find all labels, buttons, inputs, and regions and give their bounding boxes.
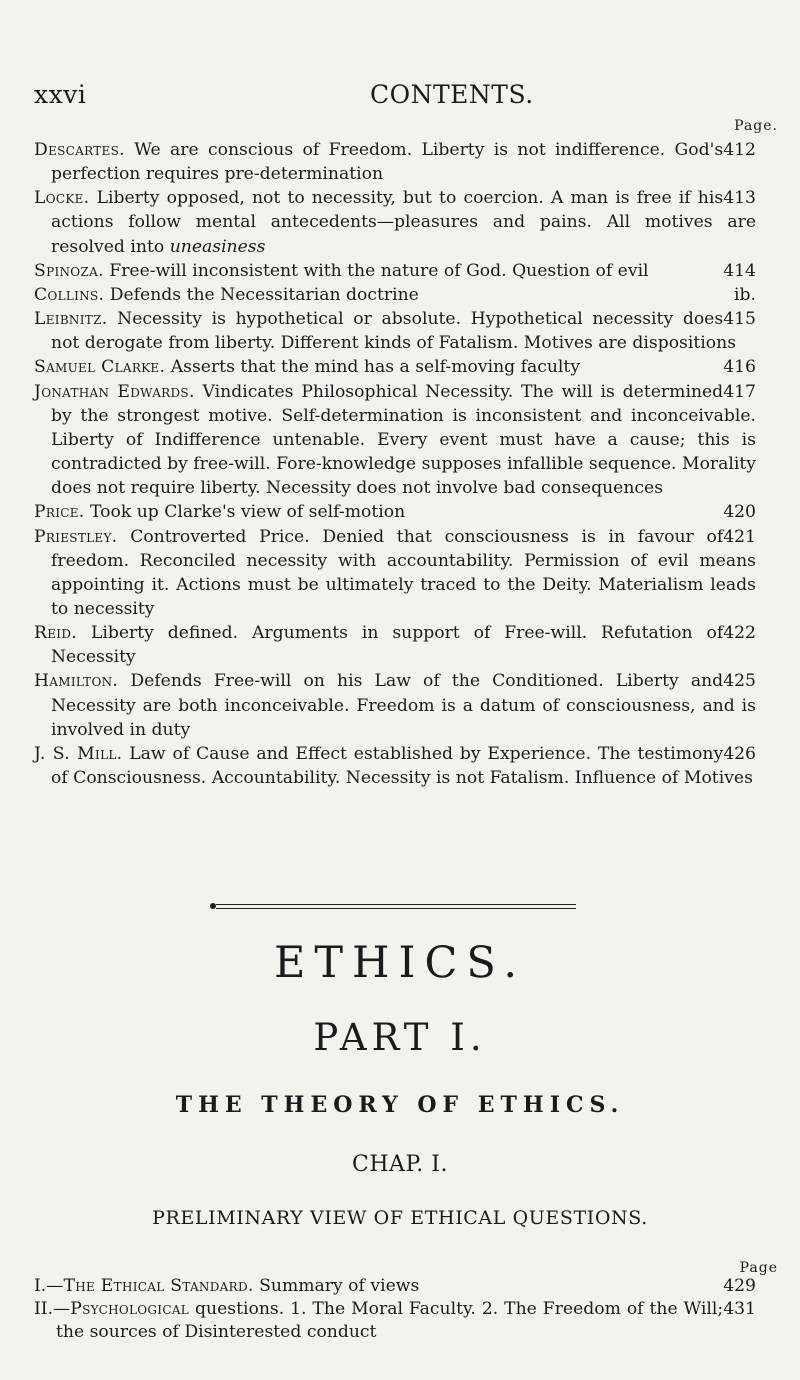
entry-summary: Defends the Necessitarian doctrine [109, 284, 419, 305]
contents-entry [34, 186, 756, 258]
entry-page-number: 416 [723, 357, 756, 378]
entry-page-number: 414 [723, 260, 756, 281]
entry-summary: Summary of views [259, 1276, 420, 1296]
page-column-label: Page. [734, 118, 778, 134]
entry-author: Collins. [34, 284, 105, 305]
entry-summary: Defends Free-will on his Law of the Conditioned. Liberty and Necessity are both inconceivable. Freedom is a datum of consciousness, and is involved in duty [51, 671, 756, 740]
divider-rule-top [216, 904, 576, 905]
chapter-heading: CHAP. I. [352, 1152, 448, 1177]
book-title: ETHICS. [273, 938, 527, 988]
chapter-contents-entry: 429 I.—The Ethical Standard. Summary of views [34, 1276, 756, 1296]
page-column-label-2: Page [739, 1260, 778, 1276]
entry-summary: We are conscious of Freedom. Liberty is not indifference. God's perfection requires pre-determination [51, 140, 724, 185]
entry-page-number: 421 [723, 526, 756, 547]
entry-author: Reid. [34, 623, 78, 644]
entry-summary: Law of Cause and Effect established by Experience. The testimony of Consciousness. Accountability. Necessity is not Fatalism. Influence of Motives [51, 743, 753, 789]
entry-page-number: 426 [723, 743, 756, 764]
contents-entry [34, 138, 756, 186]
entry-author: Spinoza. [34, 260, 104, 281]
entry-page-number: 412 [723, 140, 756, 160]
entry-summary: Liberty defined. Arguments in support of Free-will. Refutation of Necessity [51, 623, 724, 668]
entry-summary: questions. 1. The Moral Faculty. 2. The Freedom of the Will; the sources of Disinterested conduct [56, 1299, 724, 1342]
entry-author: Hamilton. [34, 671, 119, 692]
contents-list [34, 138, 756, 790]
entry-numeral: I. [34, 1276, 47, 1296]
entry-page-number: 413 [723, 188, 756, 209]
entry-section-name: The Ethical Standard. [63, 1276, 254, 1296]
chapter-contents-entry: 431 II.—Psychological questions. 1. The Moral Faculty. 2. The Freedom of the Will; the sources of Disinterested conduct [34, 1299, 756, 1342]
entry-author: Locke. [34, 188, 90, 209]
entry-author: Leibnitz. [34, 309, 108, 330]
entry-author: Price. [34, 502, 85, 523]
entry-summary: Necessity is hypothetical or absolute. Hypothetical necessity does not derogate from liberty. Different kinds of Fatalism. Motives are dispositions [51, 309, 737, 354]
entry-summary: Free-will inconsistent with the nature of God. Question of evil [109, 260, 649, 281]
contents-entry [34, 283, 756, 307]
entry-summary: Took up Clarke's view of self-motion [90, 502, 406, 523]
running-head [34, 80, 764, 110]
entry-summary: Asserts that the mind has a self-moving faculty [170, 357, 581, 378]
chapter-contents-list [34, 1275, 756, 1344]
entry-page-number: 415 [723, 309, 756, 330]
entry-author: Descartes. [34, 140, 125, 160]
entry-numeral: II. [34, 1299, 54, 1319]
entry-page-number: 431 [723, 1299, 756, 1319]
entry-author: Priestley. [34, 526, 118, 547]
entry-page-number: 429 [723, 1276, 756, 1296]
chapter-title: PRELIMINARY VIEW OF ETHICAL QUESTIONS. [152, 1207, 648, 1229]
entry-summary: Liberty opposed, not to necessity, but to coercion. A man is free if his actions follow mental antecedents—pleasures and pains. All motives are resolved into uneasiness [51, 188, 756, 257]
entry-page-number: 422 [723, 623, 756, 644]
contents-entry [34, 621, 756, 669]
contents-entry [34, 669, 756, 741]
contents-entry [34, 307, 756, 355]
contents-entry [34, 259, 756, 283]
entry-page-number: 420 [723, 502, 756, 523]
entry-page-number: 425 [723, 671, 756, 692]
entry-author: Jonathan Edwards. [34, 381, 195, 402]
entry-author: J. S. Mill. [34, 743, 123, 764]
entry-page-number: ib. [734, 284, 756, 305]
entry-page-number: 417 [723, 381, 756, 402]
entry-author: Samuel Clarke. [34, 357, 166, 378]
part-heading: PART I. [313, 1016, 487, 1059]
divider-rule-bottom [216, 908, 576, 909]
contents-entry [34, 355, 756, 379]
entry-summary: Controverted Price. Denied that consciousness is in favour of freedom. Reconciled necessity with accountability. Permission of evil means appointing it. Actions must be ultimately traced to the Deity. Materialism leads to necessity [51, 526, 756, 619]
section-divider [210, 902, 576, 912]
page-number: xxvi [34, 80, 87, 109]
entry-section-name: Psychological [70, 1299, 190, 1319]
contents-entry [34, 525, 756, 622]
entry-summary: Vindicates Philosophical Necessity. The will is determined by the strongest motive. Self-determination is inconsistent and inconceivable. Liberty of Indifference untenable. Every event must have a cause; this is contradicted by free-will. Fore-knowledge supposes infallible sequence. Morality does not require liberty. Necessity does not involve bad consequences [51, 381, 756, 499]
contents-entry [34, 380, 756, 501]
part-subtitle: THE THEORY OF ETHICS. [175, 1092, 625, 1118]
running-title: CONTENTS. [370, 80, 534, 109]
contents-entry [34, 742, 756, 790]
contents-entry [34, 500, 756, 524]
